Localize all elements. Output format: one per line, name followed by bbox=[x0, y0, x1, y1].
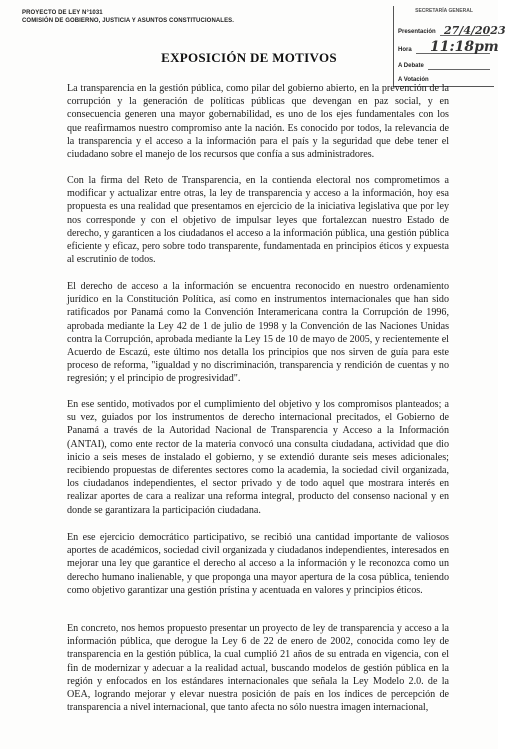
paragraph-2: Con la firma del Reto de Transparencia, en la contienda electoral nos comprometimos a modificar y actualizar entre otras, la ley de transparencia y acceso a la información, hoy esa propuesta es una realidad que presentamos en ejercicio de la iniciativa legislativa que por ley nos corresponde y con el objetivo de impulsar leyes que fortalezcan nuestro Estado de derecho, y garanticen a los ciudadanos el acceso a la información pública, una gestión pública eficiente y eficaz, pero sobre todo transparente, fundamentada en principios éticos y expuesta al escrutinio de todos. bbox=[67, 175, 449, 266]
stamp-hora-label: Hora bbox=[398, 47, 412, 53]
reception-stamp bbox=[393, 6, 506, 87]
bill-number: PROYECTO DE LEY N°1031 bbox=[22, 10, 103, 16]
paragraph-3: El derecho de acceso a la información se encuentra reconocido en nuestro ordenamiento jurídico en la Constitución Política, así como en instrumentos internacionales que han sido ratificados por Panamá como la Convención Interamericana contra la Corrupción de 1996, aprobada mediante la Ley 42 de 1 de julio de 1998 y la Convención de las Naciones Unidas contra la Corrupción, aprobada mediante la Ley 15 de 10 de mayo de 2005, y recientemente el Acuerdo de Escazú, este último nos detalla los principios que nos sirven de guía para este proceso de reforma, "igualdad y no discriminación, transparencia y rendición de cuentas y no regresión; y el principio de progresividad". bbox=[67, 281, 449, 385]
commission-name: COMISIÓN DE GOBIERNO, JUSTICIA Y ASUNTOS CONSTITUCIONALES. bbox=[22, 18, 235, 24]
document-header bbox=[22, 9, 234, 25]
stamp-top-label: SECRETARÍA GENERAL bbox=[415, 8, 473, 14]
stamp-presentacion-value: 27/4/2023 bbox=[444, 24, 506, 37]
paragraph-6: En concreto, nos hemos propuesto presentar un proyecto de ley de transparencia y acceso a la información pública, que derogue la Ley 6 de 22 de enero de 2002, conocida como ley de transparencia en la gestión pública, la cual cumplió 21 años de su entrada en vigencia, con el fin de modernizar y adecuar a la realidad actual, buscando modelos de gestión pública en la región y enfocados en los estándares internacionales que señala la Ley Modelo 2.0. de la OEA, logrando mejorar y elevar nuestra posición de país en los índices de percepción de transparencia a nivel internacional, que tanto afecta no sólo nuestra imagen internacional, bbox=[67, 623, 449, 714]
paragraph-1: La transparencia en la gestión pública, como pilar del gobierno abierto, en la prevención de la corrupción y la generación de políticas públicas que devengan en paz social, y en consecuencia generen una mayor gobernabilidad, es uno de los ejes fundamentales con los que reafirmamos nuestro compromiso ante la nación. Es conocido por todos, la relevancia de la transparencia y el acceso a la información para el país y la seguridad que debe tener el ciudadano sobre el manejo de los recursos que confía a sus administradores. bbox=[67, 83, 449, 161]
stamp-row-presentacion bbox=[398, 22, 506, 37]
stamp-debate-label: A Debate bbox=[398, 63, 424, 69]
paragraph-4: En ese sentido, motivados por el cumplimiento del objetivo y los compromisos planteados; a su vez, guiados por los instrumentos de derecho internacional precitados, el Gobierno de Panamá a través de la Autoridad Nacional de Transparencia y Acceso a la Información (ANTAI), como ente rector de la materia convocó una consulta ciudadana, actividad que dio inicio a seis meses de instalado el gobierno, y se extendió durante seis meses adicionales; recibiendo propuestas de diferentes sectores como la academia, la sociedad civil organizada, los ciudadanos independientes, el sector privado y de todo aquel que mostrara interés en realizar aportes de cara a realizar una reforma integral, producto del consenso nacional y en donde se garantizara la participación ciudadana. bbox=[67, 399, 449, 516]
stamp-votacion-label: A Votación bbox=[398, 77, 429, 83]
stamp-presentacion-label: Presentación bbox=[398, 29, 436, 35]
paragraph-5: En ese ejercicio democrático participativo, se recibió una cantidad importante de valiosos aportes de académicos, sociedad civil organizada y ciudadanos independientes, interesados en mejorar una ley que garantice el derecho al acceso a la información y le reconozca como un derecho humano inalienable, y que proponga una mayor apertura de la cosa pública, teniendo como objetivo garantizar una gestión prístina y acentuada en valores y principios éticos. bbox=[67, 532, 449, 596]
stamp-hora-value: 11:18pm bbox=[430, 39, 499, 55]
page-title: EXPOSICIÓN DE MOTIVOS bbox=[161, 50, 337, 65]
